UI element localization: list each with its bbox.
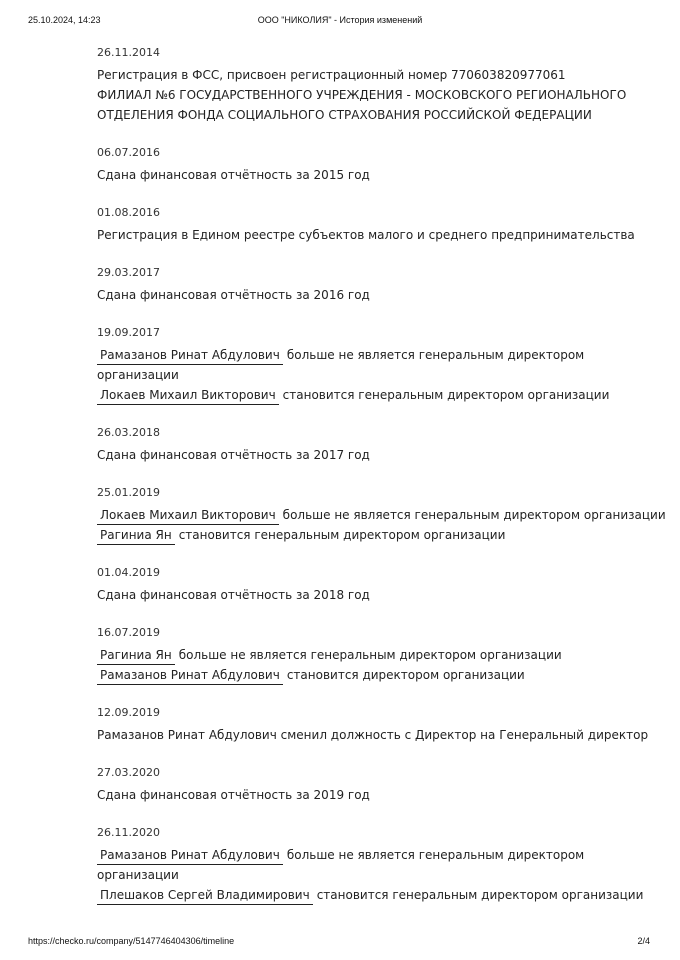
timeline-event: [97, 425, 657, 465]
person-link[interactable]: Локаев Михаил Викторович: [97, 387, 279, 405]
event-date: 01.04.2019: [97, 566, 160, 579]
timeline-event: [97, 145, 657, 185]
page-number: 2/4: [637, 936, 650, 946]
event-text: Сдана финансовая отчётность за 2016 год: [97, 288, 370, 302]
person-link[interactable]: Рамазанов Ринат Абдулович: [97, 847, 283, 865]
event-text: организации: [97, 868, 179, 882]
event-text: Сдана финансовая отчётность за 2017 год: [97, 448, 370, 462]
print-url: https://checko.ru/company/5147746404306/timeline: [28, 936, 235, 946]
person-link[interactable]: Рамазанов Ринат Абдулович: [97, 667, 283, 685]
event-date: 06.07.2016: [97, 146, 160, 159]
event-text: [97, 345, 657, 365]
event-text: [97, 845, 657, 865]
print-title: ООО "НИКОЛИЯ" - История изменений: [257, 15, 423, 25]
event-date: 26.03.2018: [97, 426, 160, 439]
event-date: 01.08.2016: [97, 206, 160, 219]
event-text: [97, 385, 657, 405]
event-date: 19.09.2017: [97, 326, 160, 339]
event-text-fragment: становится генеральным директором организации: [316, 888, 644, 902]
event-text: [97, 525, 657, 545]
event-text: организации: [97, 368, 179, 382]
person-link[interactable]: Рамазанов Ринат Абдулович: [97, 347, 283, 365]
event-date: 29.03.2017: [97, 266, 160, 279]
timeline-event: [97, 825, 657, 905]
print-datetime: 25.10.2024, 14:23: [28, 15, 101, 25]
event-text-fragment: становится директором организации: [286, 668, 525, 682]
event-text: Регистрация в ФСС, присвоен регистрационный номер 770603820977061: [97, 68, 566, 82]
person-link[interactable]: Плешаков Сергей Владимирович: [97, 887, 313, 905]
event-text: ОТДЕЛЕНИЯ ФОНДА СОЦИАЛЬНОГО СТРАХОВАНИЯ РОССИЙСКОЙ ФЕДЕРАЦИИ: [97, 108, 592, 122]
event-date: 12.09.2019: [97, 706, 160, 719]
timeline-event: [97, 205, 657, 245]
event-text: Сдана финансовая отчётность за 2015 год: [97, 168, 370, 182]
event-text-fragment: становится генеральным директором организации: [282, 388, 610, 402]
person-link[interactable]: Рагиниа Ян: [97, 527, 175, 545]
timeline-event: [97, 705, 657, 745]
event-text: Рамазанов Ринат Абдулович сменил должность с Директор на Генеральный директор: [97, 728, 649, 742]
event-date: 25.01.2019: [97, 486, 160, 499]
event-date: 26.11.2020: [97, 826, 160, 839]
event-date: 27.03.2020: [97, 766, 160, 779]
timeline-event: [97, 625, 657, 685]
event-text-fragment: больше не является генеральным директором организации: [178, 648, 562, 662]
timeline: [97, 45, 666, 925]
event-text: [97, 645, 657, 665]
timeline-event: [97, 485, 666, 545]
event-text: [97, 505, 666, 525]
timeline-event: [97, 265, 657, 305]
event-text: Сдана финансовая отчётность за 2018 год: [97, 588, 370, 602]
event-text-fragment: больше не является генеральным директором организации: [282, 508, 666, 522]
event-text-fragment: больше не является генеральным директором: [286, 348, 585, 362]
event-text-fragment: становится генеральным директором организации: [178, 528, 506, 542]
timeline-event: [97, 325, 657, 405]
event-date: 16.07.2019: [97, 626, 160, 639]
timeline-event: [97, 565, 657, 605]
event-date: 26.11.2014: [97, 46, 160, 59]
event-text-fragment: больше не является генеральным директором: [286, 848, 585, 862]
person-link[interactable]: Рагиниа Ян: [97, 647, 175, 665]
event-text: Сдана финансовая отчётность за 2019 год: [97, 788, 370, 802]
event-text: Регистрация в Едином реестре субъектов малого и среднего предпринимательства: [97, 228, 635, 242]
timeline-event: [97, 765, 657, 805]
event-text: [97, 665, 657, 685]
person-link[interactable]: Локаев Михаил Викторович: [97, 507, 279, 525]
timeline-event: [97, 45, 657, 125]
event-text: ФИЛИАЛ №6 ГОСУДАРСТВЕННОГО УЧРЕЖДЕНИЯ - МОСКОВСКОГО РЕГИОНАЛЬНОГО: [97, 88, 627, 102]
event-text: [97, 885, 657, 905]
